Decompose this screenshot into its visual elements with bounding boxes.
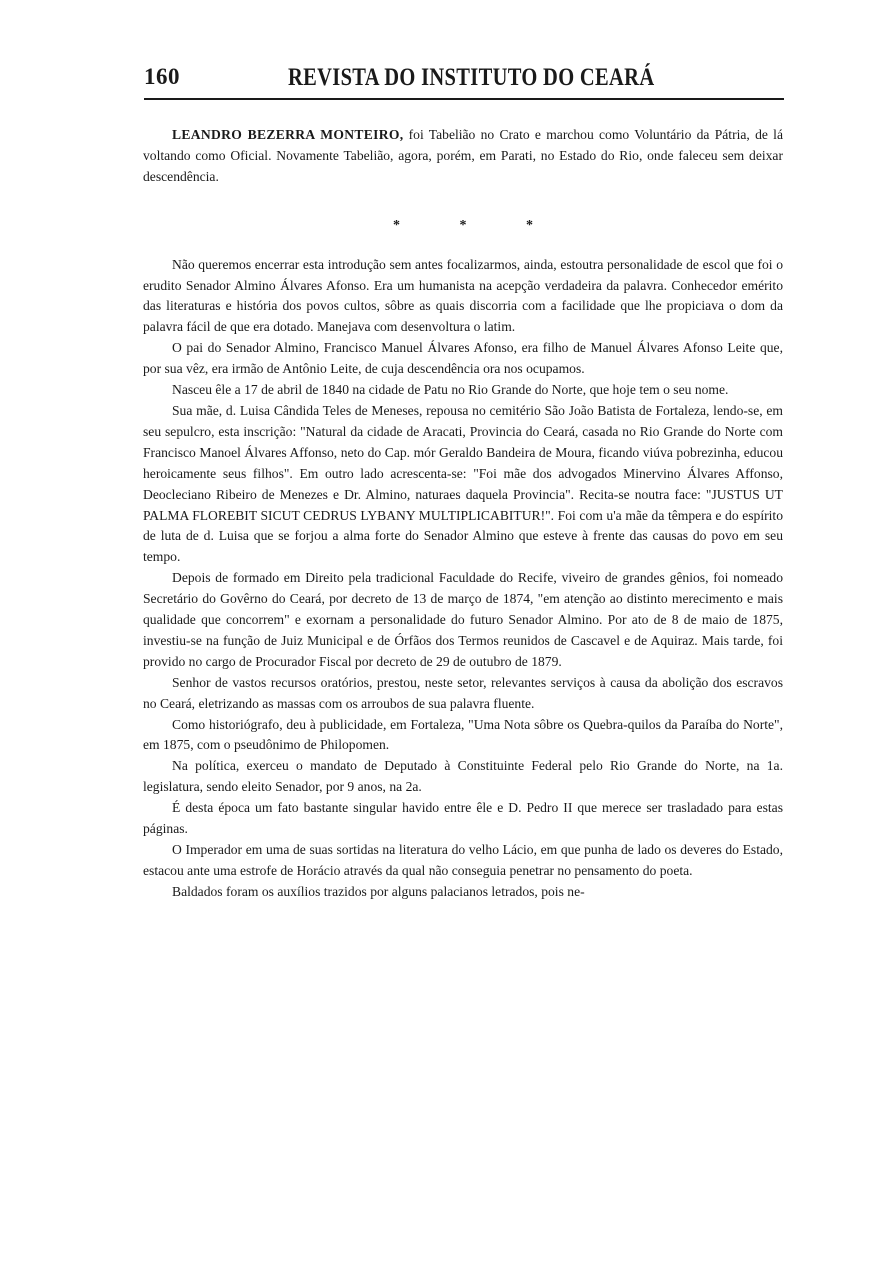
paragraph: O pai do Senador Almino, Francisco Manuel Álvares Afonso, era filho de Manuel Álvares Afonso Leite que, por sua vêz, era irmão de Antônio Leite, de cuja descendência ora nos ocupamos. bbox=[143, 340, 783, 377]
page-header bbox=[144, 64, 784, 100]
paragraph: Como historiógrafo, deu à publicidade, em Fortaleza, "Uma Nota sôbre os Quebra-quilos da Paraíba do Norte", em 1875, com o pseudônimo de Philopomen. bbox=[143, 716, 783, 753]
paragraph: Senhor de vastos recursos oratórios, prestou, neste setor, relevantes serviços à causa da abolição dos escravos no Ceará, eletrizando as massas com os arroubos de sua palavra fluente. bbox=[143, 674, 783, 711]
paragraph: Na política, exerceu o mandato de Deputado à Constituinte Federal pelo Rio Grande do Norte, na 1a. legislatura, sendo eleito Senador, por 9 anos, na 2a. bbox=[143, 758, 783, 795]
paragraph-intro bbox=[143, 125, 783, 188]
intro-name: LEANDRO BEZERRA MONTEIRO, bbox=[172, 127, 404, 142]
intro-rest: foi Tabelião no Crato e marchou como Voluntário da Pátria, de lá voltando como Oficial. Novamente Tabelião, agora, porém, em Parati, no Estado do Rio, onde faleceu sem deixar descendência. bbox=[143, 127, 783, 184]
running-title: REVISTA DO INSTITUTO DO CEARÁ bbox=[288, 64, 655, 91]
page-number: 160 bbox=[144, 64, 180, 89]
paragraph: Sua mãe, d. Luisa Cândida Teles de Meneses, repousa no cemitério São João Batista de Fortaleza, lendo-se, em seu sepulcro, esta inscrição: "Natural da cidade de Aracati, Provincia do Ceará, casada no Rio Grande do Norte com Francisco Manoel Álvares Affonso, neto do Cap. mór Geraldo Bandeira de Moura, ficando viúva pobrezinha, educou heroicamente seus filhos". Em outro lado acrescenta-se: "Foi mãe dos advogados Minervino Álvares Affonso, Deocleciano Ribeiro de Menezes e Dr. Almino, naturaes daquela Provincia". Recita-se noutra face: "JUSTUS UT PALMA FLOREBIT SICUT CEDRUS LYBANY MULTIPLICABITUR!". Foi com u'a mãe da têmpera e do espírito de luta de d. Luisa que se forjou a alma forte do Senador Almino que esteve à frente das causas do povo em seu tempo. bbox=[143, 402, 783, 565]
body-text bbox=[143, 125, 783, 903]
paragraph: Nasceu êle a 17 de abril de 1840 na cidade de Patu no Rio Grande do Norte, que hoje tem o seu nome. bbox=[172, 382, 729, 398]
paragraph: É desta época um fato bastante singular havido entre êle e D. Pedro II que merece ser trasladado para estas páginas. bbox=[143, 800, 783, 837]
paragraph: Baldados foram os auxílios trazidos por alguns palacianos letrados, pois ne- bbox=[172, 883, 585, 899]
paragraph: O Imperador em uma de suas sortidas na literatura do velho Lácio, em que punha de lado os deveres do Estado, estacou ante uma estrofe de Horácio através da qual não conseguia penetrar no pensamento do poeta. bbox=[143, 842, 783, 878]
paragraph: Depois de formado em Direito pela tradicional Faculdade do Recife, viveiro de grandes gênios, foi nomeado Secretário do Govêrno do Ceará, por decreto de 13 de março de 1874, "em atenção ao distinto merecimento e mais qualidade que concorrem" e exornam a personalidade do futuro Senador Almino. Por ato de 8 de maio de 1875, investiu-se na função de Juiz Municipal e de Órfãos dos Termos reunidos de Cascavel e de Aquiraz. Mais tarde, foi provido no cargo de Procurador Fiscal por decreto de 29 de outubro de 1879. bbox=[143, 570, 783, 669]
paragraph: Não queremos encerrar esta introdução sem antes focalizarmos, ainda, estoutra personalidade de escol que foi o erudito Senador Almino Álvares Afonso. Era um humanista na acepção verdadeira da palavra. Conhecedor emérito das literaturas e história dos povos cultos, sôbre as quais discorria com a facilidade que lhe propiciava o dom da palavra fácil de que era dotado. Manejava com desenvoltura o latim. bbox=[143, 256, 783, 335]
section-separator: * * * bbox=[393, 217, 561, 233]
